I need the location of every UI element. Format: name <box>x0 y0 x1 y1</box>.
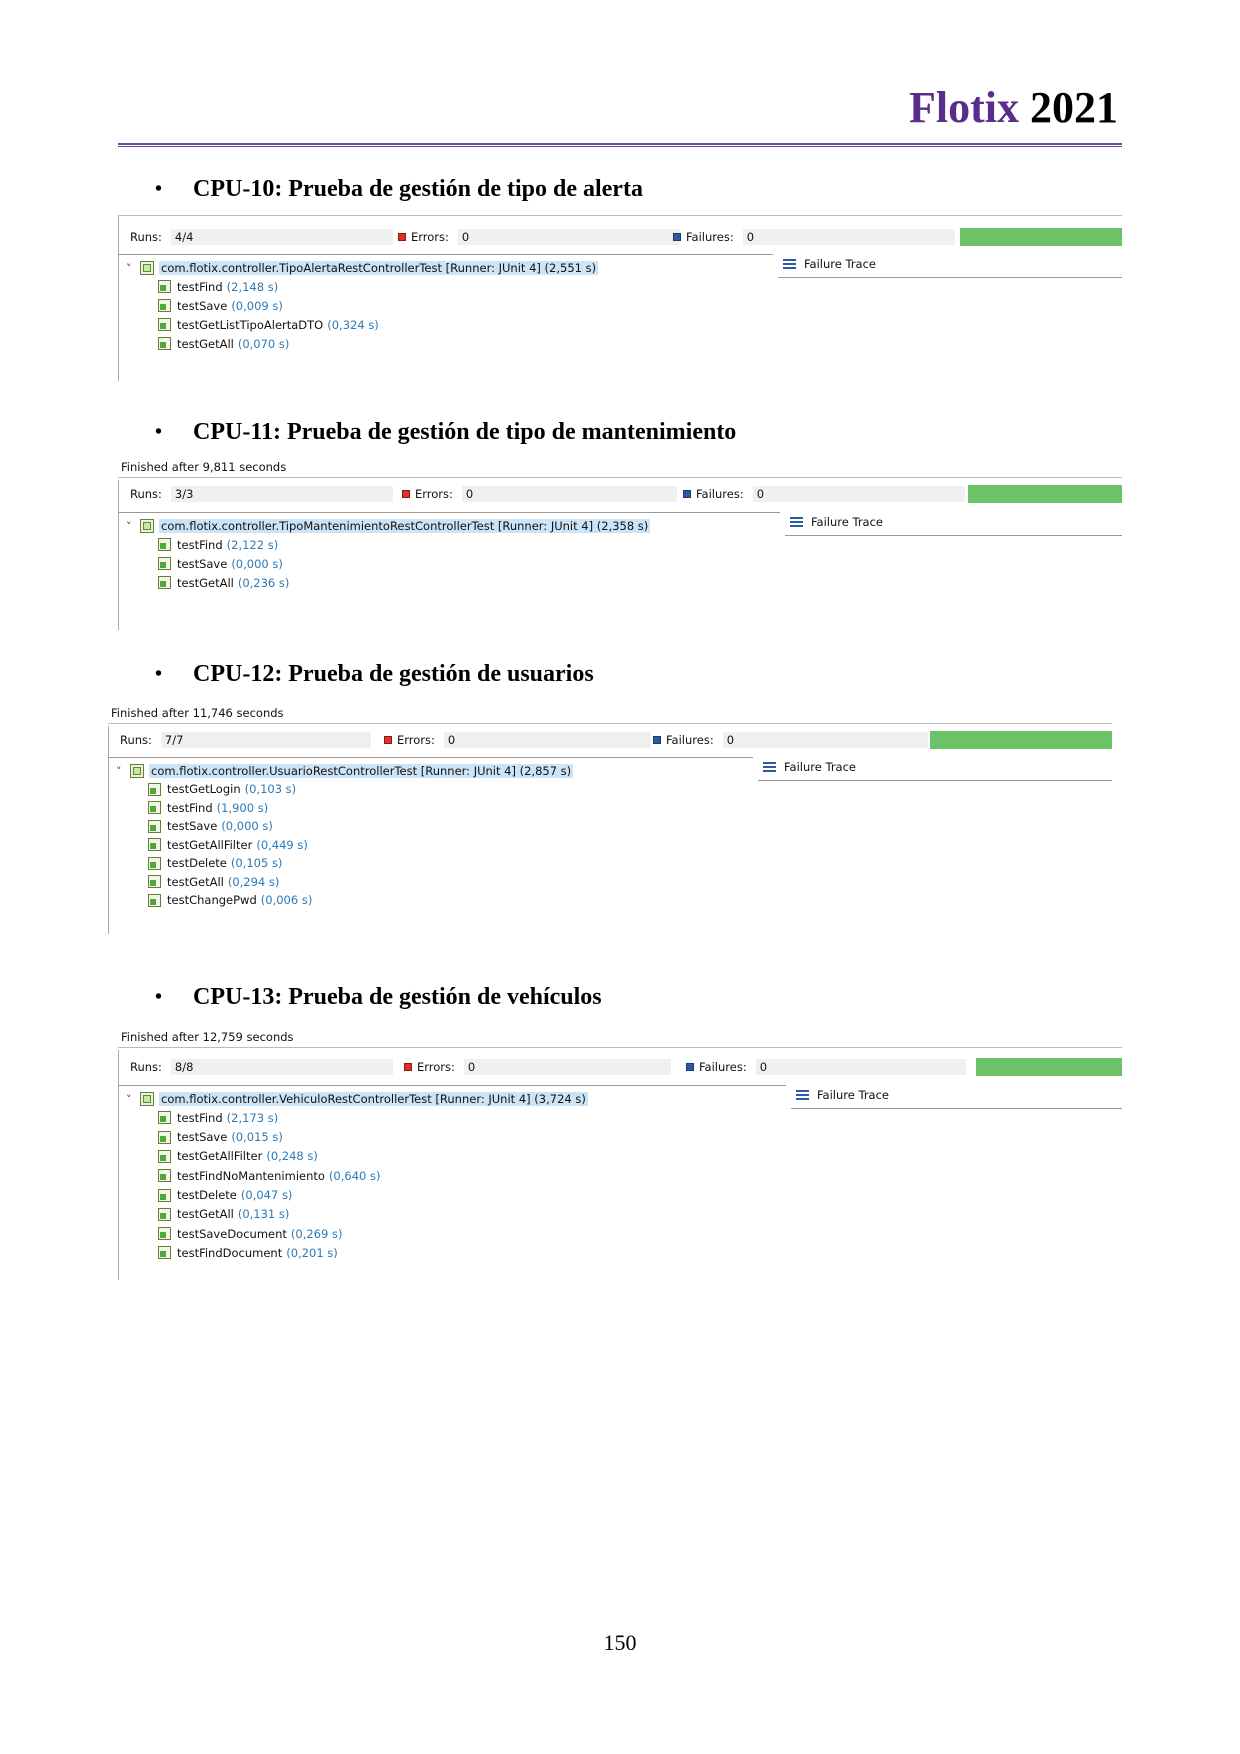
test-duration: (0,015 s) <box>231 1130 283 1145</box>
bullet: • <box>155 986 163 1008</box>
progress-bar <box>960 228 1122 246</box>
failure-trace-icon <box>783 259 796 269</box>
header-year: 2021 <box>1030 83 1118 132</box>
section-heading-cpu11 <box>155 419 736 446</box>
failure-trace-header <box>790 515 883 529</box>
test-name: testDelete <box>177 1188 237 1202</box>
test-passed-icon <box>158 299 171 312</box>
runs-label: Runs: <box>130 1060 162 1074</box>
failure-trace-rule <box>758 780 1112 781</box>
test-duration: (0,449 s) <box>256 837 308 852</box>
test-duration: (0,294 s) <box>227 874 280 889</box>
test-duration: (0,105 s) <box>230 856 283 870</box>
test-passed-icon <box>148 801 161 814</box>
test-name: testGetAll <box>177 1207 234 1222</box>
bullet: • <box>155 421 163 443</box>
test-passed-icon <box>158 1150 171 1163</box>
test-duration: (0,201 s) <box>286 1245 338 1260</box>
test-case-row[interactable] <box>148 781 296 798</box>
tree-top-rule <box>118 254 773 255</box>
test-name: testGetAll <box>177 575 234 590</box>
test-name: testSave <box>167 819 218 833</box>
test-duration: (0,640 s) <box>328 1168 381 1183</box>
failures-counter <box>673 228 955 246</box>
test-name: testFindNoMantenimiento <box>177 1168 325 1183</box>
test-duration: (2,148 s) <box>226 279 279 294</box>
test-suite-label: com.flotix.controller.TipoMantenimientoRestControllerTest [Runner: JUnit 4] (2,358 s) <box>161 519 649 533</box>
runs-counter <box>130 485 393 503</box>
test-suite-label: com.flotix.controller.UsuarioRestControllerTest [Runner: JUnit 4] (2,857 s) <box>151 764 572 778</box>
failures-label: Failures: <box>686 230 734 244</box>
chevron-down-icon[interactable]: ˅ <box>126 1092 132 1106</box>
errors-value: 0 <box>444 732 651 748</box>
test-passed-icon <box>158 1246 171 1259</box>
failure-trace-rule <box>778 277 1122 278</box>
failure-trace-label: Failure Trace <box>784 760 856 774</box>
failure-trace-label: Failure Trace <box>804 257 876 271</box>
junit-panel-cpu13 <box>118 1030 1122 1280</box>
test-suite-icon <box>140 261 154 275</box>
chevron-down-icon[interactable]: ˅ <box>126 261 132 275</box>
test-case-row[interactable] <box>158 297 283 314</box>
errors-label: Errors: <box>397 733 435 747</box>
test-duration: (0,248 s) <box>266 1149 318 1164</box>
failures-label: Failures: <box>696 487 744 501</box>
test-case-row[interactable] <box>158 555 283 572</box>
errors-label: Errors: <box>411 230 449 244</box>
counter-row <box>118 485 1122 503</box>
finished-status: Finished after 12,759 seconds <box>121 1030 294 1044</box>
test-suite-icon <box>140 519 154 533</box>
section-heading-cpu13 <box>155 984 602 1011</box>
test-suite-icon <box>130 764 144 778</box>
test-case-row[interactable] <box>158 1244 338 1261</box>
errors-counter <box>404 1058 671 1076</box>
failure-trace-icon <box>763 762 776 772</box>
tree-top-rule <box>118 1085 786 1086</box>
test-passed-icon <box>148 894 161 907</box>
test-name: testGetAll <box>167 874 224 889</box>
header-title <box>909 83 1118 132</box>
test-case-row[interactable] <box>158 1206 289 1223</box>
test-name: testFind <box>177 1110 223 1125</box>
status-rule <box>118 1047 1122 1048</box>
progress-bar <box>930 731 1112 749</box>
test-passed-icon <box>158 576 171 589</box>
test-name: testGetListTipoAlertaDTO <box>177 317 324 332</box>
failures-counter <box>683 485 965 503</box>
section-heading-cpu10 <box>155 176 643 203</box>
junit-panel-cpu12 <box>108 706 1112 934</box>
runs-label: Runs: <box>130 230 162 244</box>
test-duration: (0,070 s) <box>237 336 290 351</box>
failure-trace-label: Failure Trace <box>817 1088 889 1102</box>
runs-label: Runs: <box>120 733 152 747</box>
errors-value: 0 <box>464 1059 671 1075</box>
errors-label: Errors: <box>417 1060 455 1074</box>
section-title: CPU-12: Prueba de gestión de usuarios <box>193 661 594 687</box>
test-passed-icon <box>158 318 171 331</box>
finished-status: Finished after 9,811 seconds <box>121 460 287 474</box>
header-rule <box>118 143 1122 145</box>
test-suite-label: com.flotix.controller.VehiculoRestControllerTest [Runner: JUnit 4] (3,724 s) <box>161 1092 586 1106</box>
counter-row <box>118 228 1122 246</box>
runs-counter <box>120 731 371 749</box>
failure-trace-label: Failure Trace <box>811 515 883 529</box>
chevron-down-icon[interactable]: ˅ <box>126 519 132 533</box>
test-passed-icon <box>158 1189 171 1202</box>
test-case-row[interactable] <box>158 316 379 333</box>
error-icon <box>402 490 410 498</box>
chevron-down-icon[interactable]: ˅ <box>116 764 122 778</box>
failures-label: Failures: <box>666 733 714 747</box>
errors-counter <box>402 485 677 503</box>
test-case-row[interactable] <box>158 1167 380 1184</box>
test-passed-icon <box>158 1208 171 1221</box>
test-name: testChangePwd <box>167 893 257 907</box>
errors-value: 0 <box>458 229 680 245</box>
header-brand: Flotix <box>909 83 1019 132</box>
failures-value: 0 <box>756 1059 966 1075</box>
failure-trace-rule <box>785 535 1122 536</box>
test-duration: (2,173 s) <box>226 1110 279 1125</box>
test-name: testSave <box>177 556 228 571</box>
test-passed-icon <box>148 875 161 888</box>
test-case-row[interactable] <box>148 892 312 909</box>
test-case-row[interactable] <box>158 574 289 591</box>
test-passed-icon <box>158 280 171 293</box>
test-name: testGetLogin <box>167 782 241 796</box>
test-name: testSaveDocument <box>177 1226 287 1241</box>
test-passed-icon <box>158 1169 171 1182</box>
counter-row <box>118 1058 1122 1076</box>
test-case-row[interactable] <box>148 836 308 853</box>
test-suite-icon <box>140 1092 154 1106</box>
test-case-row[interactable] <box>158 1148 318 1165</box>
test-name: testGetAllFilter <box>177 1149 263 1164</box>
errors-label: Errors: <box>415 487 453 501</box>
progress-bar <box>968 485 1122 503</box>
page-number: 150 <box>603 1630 637 1655</box>
test-name: testGetAll <box>177 336 234 351</box>
failures-value: 0 <box>753 486 965 502</box>
tree-top-rule <box>118 512 780 513</box>
status-rule <box>118 477 1122 478</box>
test-passed-icon <box>158 1227 171 1240</box>
finished-status: Finished after 11,746 seconds <box>111 706 284 720</box>
runs-value: 8/8 <box>171 1059 393 1075</box>
failure-icon <box>686 1063 694 1071</box>
test-passed-icon <box>148 838 161 851</box>
section-title: CPU-10: Prueba de gestión de tipo de alerta <box>193 176 643 202</box>
test-suite-row[interactable] <box>126 517 650 535</box>
test-name: testSave <box>177 298 228 313</box>
failure-icon <box>683 490 691 498</box>
progress-bar <box>976 1058 1122 1076</box>
failure-icon <box>653 736 661 744</box>
runs-label: Runs: <box>130 487 162 501</box>
test-name: testFindDocument <box>177 1245 283 1260</box>
test-case-row[interactable] <box>158 1129 283 1146</box>
status-rule <box>108 723 1112 724</box>
section-title: CPU-13: Prueba de gestión de vehículos <box>193 984 602 1010</box>
test-case-row[interactable] <box>158 1109 278 1126</box>
bullet: • <box>155 663 163 685</box>
failure-icon <box>673 233 681 241</box>
test-name: testSave <box>177 1130 228 1145</box>
test-passed-icon <box>148 857 161 870</box>
test-suite-row[interactable] <box>126 259 598 277</box>
test-duration: (0,269 s) <box>290 1226 343 1241</box>
test-passed-icon <box>158 557 171 570</box>
test-case-row[interactable] <box>158 1187 292 1204</box>
failure-trace-header <box>796 1088 889 1102</box>
test-duration: (0,000 s) <box>231 556 283 571</box>
test-duration: (2,122 s) <box>226 537 279 552</box>
runs-value: 4/4 <box>171 229 393 245</box>
test-duration: (0,047 s) <box>240 1188 293 1202</box>
test-case-row[interactable] <box>148 855 282 872</box>
errors-value: 0 <box>462 486 677 502</box>
test-passed-icon <box>158 538 171 551</box>
runs-counter <box>130 1058 393 1076</box>
test-suite-row[interactable] <box>126 1090 588 1108</box>
test-suite-label: com.flotix.controller.TipoAlertaRestControllerTest [Runner: JUnit 4] (2,551 s) <box>161 261 597 275</box>
failures-counter <box>686 1058 966 1076</box>
failures-label: Failures: <box>699 1060 747 1074</box>
test-duration: (0,009 s) <box>231 298 283 313</box>
error-icon <box>404 1063 412 1071</box>
error-icon <box>384 736 392 744</box>
error-icon <box>398 233 406 241</box>
test-name: testFind <box>167 800 213 815</box>
failure-trace-rule <box>791 1108 1122 1109</box>
runs-value: 7/7 <box>161 732 371 748</box>
counter-row <box>108 731 1112 749</box>
junit-panel-cpu11 <box>118 460 1122 630</box>
test-duration: (0,236 s) <box>237 575 290 590</box>
test-name: testGetAllFilter <box>167 837 253 852</box>
status-rule <box>118 215 1122 216</box>
test-passed-icon <box>158 1131 171 1144</box>
test-duration: (0,131 s) <box>237 1207 290 1222</box>
runs-counter <box>130 228 393 246</box>
test-name: testFind <box>177 537 223 552</box>
tree-top-rule <box>108 757 753 758</box>
test-case-row[interactable] <box>158 536 278 553</box>
test-name: testDelete <box>167 856 227 870</box>
test-case-row[interactable] <box>148 818 273 835</box>
test-case-row[interactable] <box>148 873 279 890</box>
test-case-row[interactable] <box>158 335 289 352</box>
test-passed-icon <box>158 1111 171 1124</box>
junit-panel-cpu10 <box>118 215 1122 381</box>
errors-counter <box>398 228 680 246</box>
failure-trace-header <box>763 760 856 774</box>
test-case-row[interactable] <box>158 1225 342 1242</box>
test-passed-icon <box>148 820 161 833</box>
failure-trace-icon <box>790 517 803 527</box>
test-passed-icon <box>148 783 161 796</box>
test-duration: (0,006 s) <box>260 893 313 907</box>
test-duration: (0,103 s) <box>244 782 297 796</box>
failures-counter <box>653 731 928 749</box>
runs-value: 3/3 <box>171 486 393 502</box>
test-duration: (1,900 s) <box>216 800 269 815</box>
section-title: CPU-11: Prueba de gestión de tipo de mantenimiento <box>193 419 737 445</box>
section-heading-cpu12 <box>155 661 594 688</box>
failure-trace-header <box>783 257 876 271</box>
test-name: testFind <box>177 279 223 294</box>
failure-trace-icon <box>796 1090 809 1100</box>
header-rule-thin <box>118 146 1122 147</box>
failures-value: 0 <box>743 229 955 245</box>
test-case-row[interactable] <box>148 799 268 816</box>
test-duration: (0,000 s) <box>221 819 273 833</box>
errors-counter <box>384 731 651 749</box>
test-case-row[interactable] <box>158 278 278 295</box>
failures-value: 0 <box>723 732 928 748</box>
test-suite-row[interactable] <box>116 762 573 780</box>
test-duration: (0,324 s) <box>327 317 379 332</box>
test-passed-icon <box>158 337 171 350</box>
bullet: • <box>155 178 163 200</box>
